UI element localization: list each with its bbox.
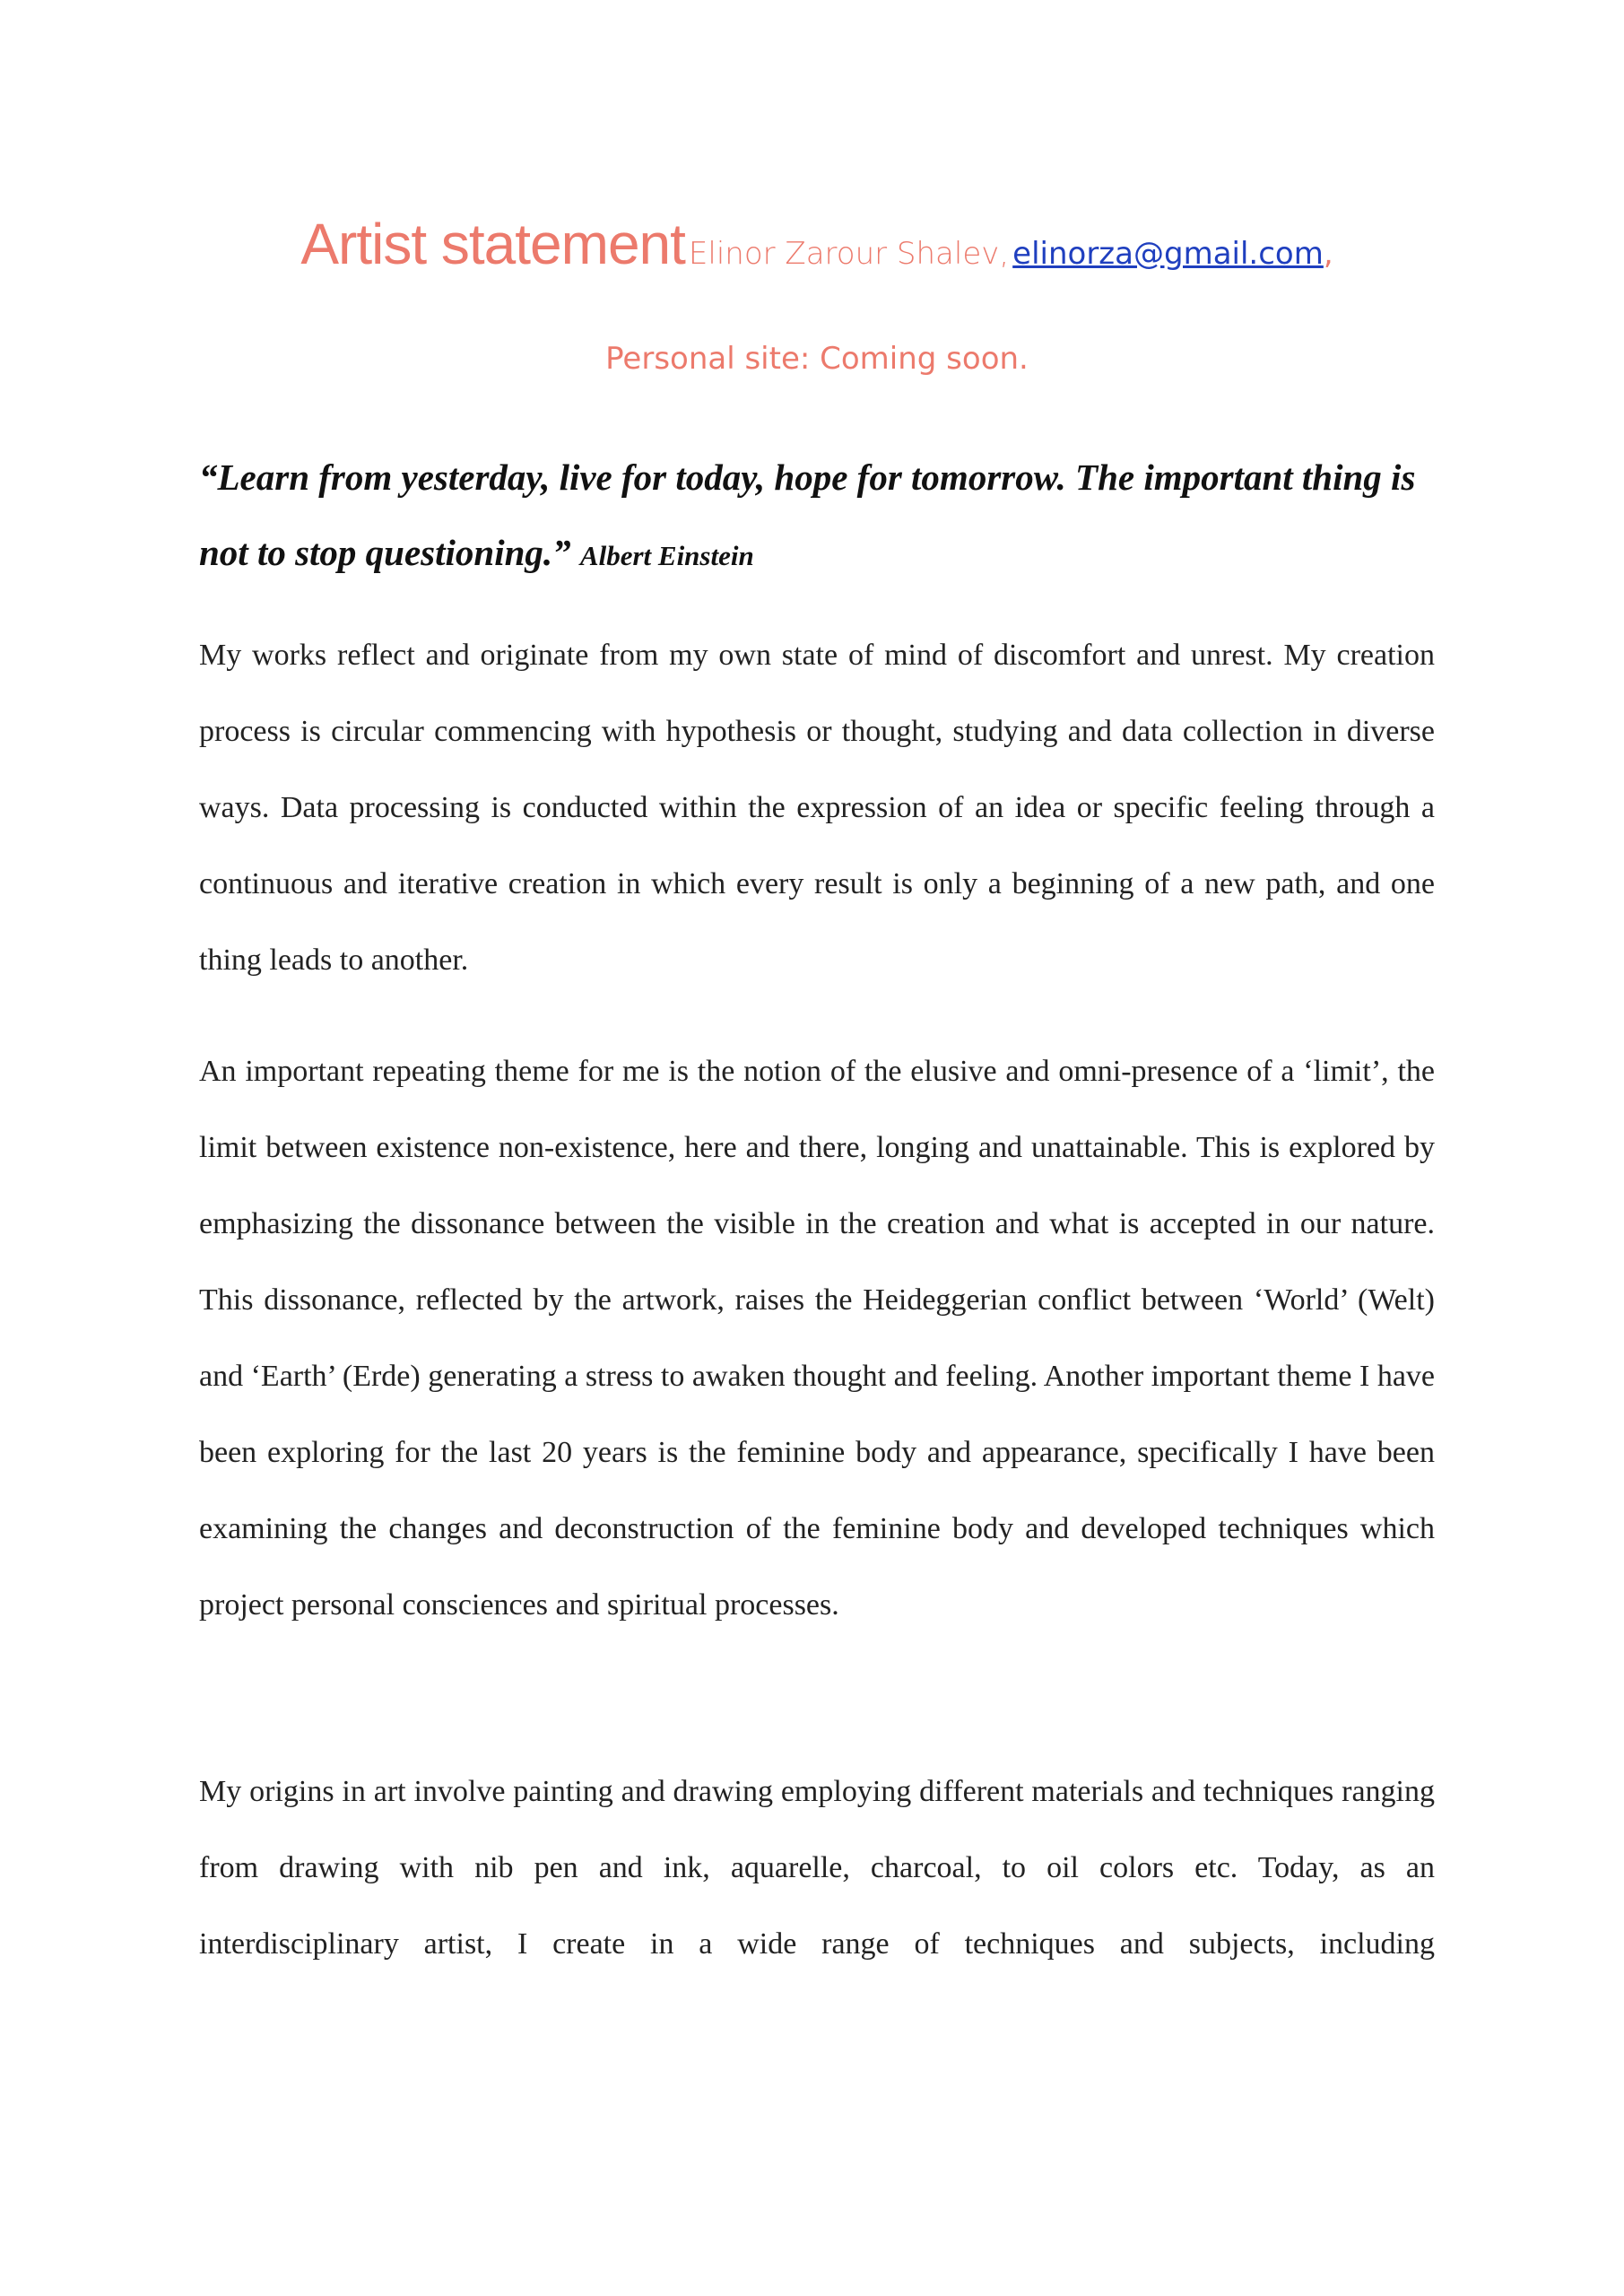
paragraph-1: My works reflect and originate from my own state of mind of discomfort and unrest. My creation process is circular commencing with hypothesis or thought, studying and data collection in diverse ways. Data processing is conducted within the expression of an idea or specific feeling through a continuous and iterative creation in which every result is only a beginning of a new path, and one thing leads to another. xyxy=(199,639,1435,977)
quote-text: “Learn from yesterday, live for today, hope for tomorrow. The important thing is not to stop questioning.” xyxy=(199,457,1416,573)
paragraph-2: An important repeating theme for me is the notion of the elusive and omni-presence of a ‘limit’, the limit between existence non-existence, here and there, longing and unattainable. This is explored by emphasizing the dissonance between the visible in the creation and what is accepted in our nature. This dissonance, reflected by the artwork, raises the Heideggerian conflict between ‘World’ (Welt) and ‘Earth’ (Erde) generating a stress to awaken thought and feeling. Another important theme I have been exploring for the last 20 years is the feminine body and appearance, specifically I have been examining the changes and deconstruction of the feminine body and developed techniques which project personal consciences and spiritual processes. xyxy=(199,1055,1435,1622)
personal-site-line: Personal site: Coming soon. xyxy=(605,341,1029,377)
page-title: Artist statement xyxy=(300,212,685,276)
epigraph-quote xyxy=(199,439,1435,594)
email-comma: , xyxy=(1323,236,1333,272)
paragraph-3: My origins in art involve painting and drawing employing different materials and techniques ranging from drawing with nib pen and ink, aquarelle, charcoal, to oil colors etc. Today, as an interdisciplinary artist, I create in a wide range of techniques and subjects, including xyxy=(199,1775,1435,1961)
author-name: Elinor Zarour Shalev, xyxy=(688,236,1010,272)
quote-attribution: Albert Einstein xyxy=(579,540,754,571)
header xyxy=(199,211,1435,277)
email-link[interactable]: elinorza@gmail.com xyxy=(1012,236,1324,272)
